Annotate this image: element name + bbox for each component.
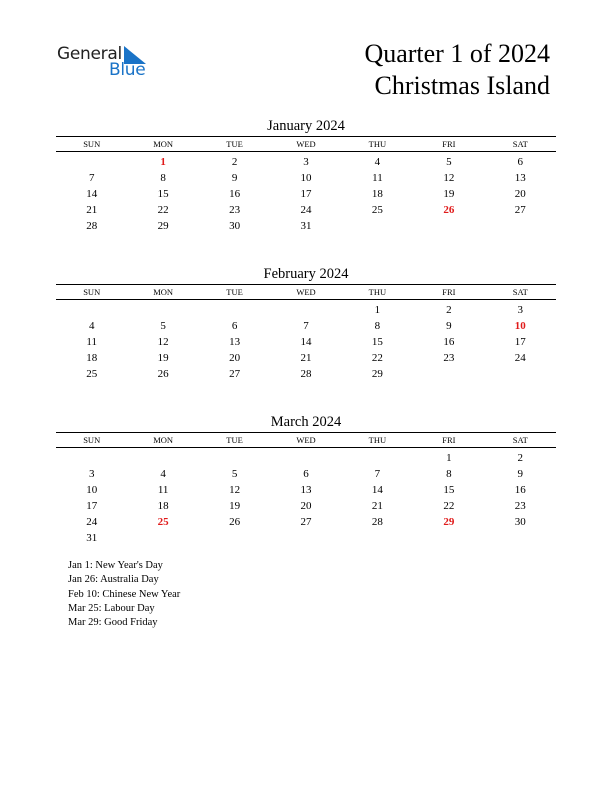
weekday-thu: THU (368, 435, 387, 445)
weekday-fri: FRI (442, 287, 456, 297)
day-cell: 26 (229, 516, 241, 528)
day-grid (56, 300, 556, 382)
empty-cell (56, 302, 127, 318)
day-cell: 28 (86, 220, 98, 232)
weekday-sun: SUN (83, 435, 101, 445)
weekday-thu: THU (368, 287, 387, 297)
day-cell: 22 (371, 352, 383, 364)
day-cell: 2 (231, 156, 238, 168)
empty-cell (127, 302, 198, 318)
weekday-wed: WED (296, 287, 316, 297)
holiday-list (68, 559, 180, 630)
day-cell: 13 (514, 172, 526, 184)
weekday-thu: THU (368, 139, 387, 149)
weekday-fri: FRI (442, 435, 456, 445)
day-cell: 11 (86, 336, 97, 348)
day-cell: 5 (446, 156, 452, 168)
empty-cell (56, 154, 127, 170)
day-cell: 9 (231, 172, 238, 184)
holiday-note: Mar 29: Good Friday (68, 617, 158, 629)
day-grid (56, 448, 556, 546)
empty-cell (270, 302, 341, 318)
day-cell: 12 (157, 336, 169, 348)
day-cell: 30 (514, 516, 526, 528)
day-cell: 29 (157, 220, 169, 232)
day-cell: 28 (300, 368, 312, 380)
day-cell: 20 (229, 352, 241, 364)
day-cell: 22 (157, 204, 169, 216)
empty-cell (56, 450, 127, 466)
day-cell: 3 (303, 156, 309, 168)
day-cell: 19 (157, 352, 169, 364)
weekday-mon: MON (153, 139, 174, 149)
day-cell: 8 (160, 172, 166, 184)
weekday-wed: WED (296, 139, 316, 149)
day-cell: 15 (157, 188, 169, 200)
weekday-fri: FRI (442, 139, 456, 149)
day-cell: 14 (371, 484, 383, 496)
day-cell: 27 (514, 204, 526, 216)
day-cell: 20 (300, 500, 312, 512)
month-january (56, 116, 556, 234)
day-cell: 16 (229, 188, 241, 200)
day-cell: 9 (446, 320, 452, 332)
empty-cell (127, 450, 198, 466)
day-cell: 10 (86, 484, 98, 496)
day-cell: 25 (86, 368, 98, 380)
day-cell: 14 (300, 336, 312, 348)
day-cell: 15 (443, 484, 455, 496)
day-cell: 15 (371, 336, 383, 348)
day-cell: 31 (300, 220, 312, 232)
day-cell: 17 (300, 188, 312, 200)
weekday-header (56, 432, 556, 448)
month-title: March 2024 (270, 414, 342, 430)
day-cell: 13 (300, 484, 312, 496)
day-cell: 27 (229, 368, 241, 380)
day-cell: 29 (371, 368, 383, 380)
holiday-day-cell: 10 (514, 320, 526, 332)
day-cell: 7 (374, 468, 381, 480)
day-cell: 25 (371, 204, 383, 216)
day-cell: 6 (231, 320, 238, 332)
weekday-sat: SAT (512, 435, 528, 445)
day-cell: 9 (517, 468, 524, 480)
day-cell: 5 (160, 320, 166, 332)
holiday-note: Mar 25: Labour Day (68, 602, 155, 614)
month-february (56, 264, 556, 382)
empty-cell (199, 450, 270, 466)
holiday-note: Feb 10: Chinese New Year (68, 588, 181, 600)
day-cell: 3 (517, 304, 524, 316)
day-cell: 17 (514, 336, 526, 348)
weekday-tue: TUE (226, 139, 243, 149)
weekday-sat: SAT (512, 139, 528, 149)
page-title (364, 38, 550, 102)
day-cell: 2 (446, 304, 452, 316)
empty-cell (270, 450, 341, 466)
day-cell: 24 (514, 352, 526, 364)
day-cell: 23 (514, 500, 526, 512)
weekday-tue: TUE (226, 435, 243, 445)
weekday-tue: TUE (226, 287, 243, 297)
day-cell: 17 (86, 500, 98, 512)
day-cell: 7 (303, 320, 309, 332)
holiday-note: Jan 1: New Year's Day (68, 560, 163, 571)
day-cell: 4 (374, 156, 381, 168)
day-cell: 1 (374, 304, 381, 316)
day-cell: 12 (443, 172, 455, 184)
weekday-sun: SUN (83, 139, 101, 149)
day-cell: 6 (517, 156, 524, 168)
day-cell: 8 (446, 468, 452, 480)
weekday-sat: SAT (512, 287, 528, 297)
title-region: Christmas Island (374, 71, 550, 100)
day-cell: 23 (229, 204, 241, 216)
day-cell: 28 (371, 516, 383, 528)
day-cell: 8 (374, 320, 381, 332)
day-cell: 22 (443, 500, 455, 512)
month-title: January 2024 (267, 118, 345, 134)
day-cell: 21 (86, 204, 98, 216)
day-cell: 11 (157, 484, 169, 496)
day-cell: 1 (446, 452, 452, 464)
logo-word-blue: Blue (109, 60, 146, 80)
day-cell: 26 (157, 368, 169, 380)
day-cell: 24 (300, 204, 312, 216)
day-cell: 14 (86, 188, 98, 200)
month-title: February 2024 (263, 266, 349, 282)
weekday-header (56, 284, 556, 300)
day-cell: 5 (231, 468, 238, 480)
day-cell: 18 (86, 352, 98, 364)
logo (57, 44, 157, 84)
month-march (56, 412, 556, 546)
weekday-mon: MON (153, 435, 174, 445)
day-cell: 31 (86, 532, 98, 544)
day-cell: 24 (86, 516, 98, 528)
day-cell: 11 (372, 172, 383, 184)
day-cell: 21 (300, 352, 312, 364)
holiday-day-cell: 1 (160, 156, 166, 168)
holiday-day-cell: 29 (443, 516, 455, 528)
day-grid (56, 152, 556, 234)
day-cell: 19 (443, 188, 455, 200)
day-cell: 30 (229, 220, 241, 232)
day-cell: 4 (88, 320, 95, 332)
holiday-day-cell: 25 (157, 516, 169, 528)
day-cell: 6 (303, 468, 309, 480)
day-cell: 4 (160, 468, 166, 480)
weekday-mon: MON (153, 287, 174, 297)
day-cell: 10 (300, 172, 312, 184)
weekday-sun: SUN (83, 287, 101, 297)
day-cell: 3 (88, 468, 95, 480)
day-cell: 7 (88, 172, 95, 184)
day-cell: 18 (371, 188, 383, 200)
title-quarter: Quarter 1 of 2024 (364, 39, 550, 68)
logo-word-general: General (57, 44, 122, 64)
day-cell: 23 (443, 352, 455, 364)
day-cell: 20 (514, 188, 526, 200)
weekday-header (56, 136, 556, 152)
day-cell: 19 (229, 500, 241, 512)
holiday-note: Jan 26: Australia Day (68, 574, 159, 586)
day-cell: 21 (371, 500, 383, 512)
day-cell: 27 (300, 516, 312, 528)
day-cell: 13 (229, 336, 241, 348)
day-cell: 12 (229, 484, 241, 496)
empty-cell (199, 302, 270, 318)
empty-cell (342, 450, 413, 466)
day-cell: 2 (517, 452, 524, 464)
day-cell: 16 (514, 484, 526, 496)
day-cell: 18 (157, 500, 169, 512)
day-cell: 16 (443, 336, 455, 348)
holiday-day-cell: 26 (443, 204, 455, 216)
weekday-wed: WED (296, 435, 316, 445)
